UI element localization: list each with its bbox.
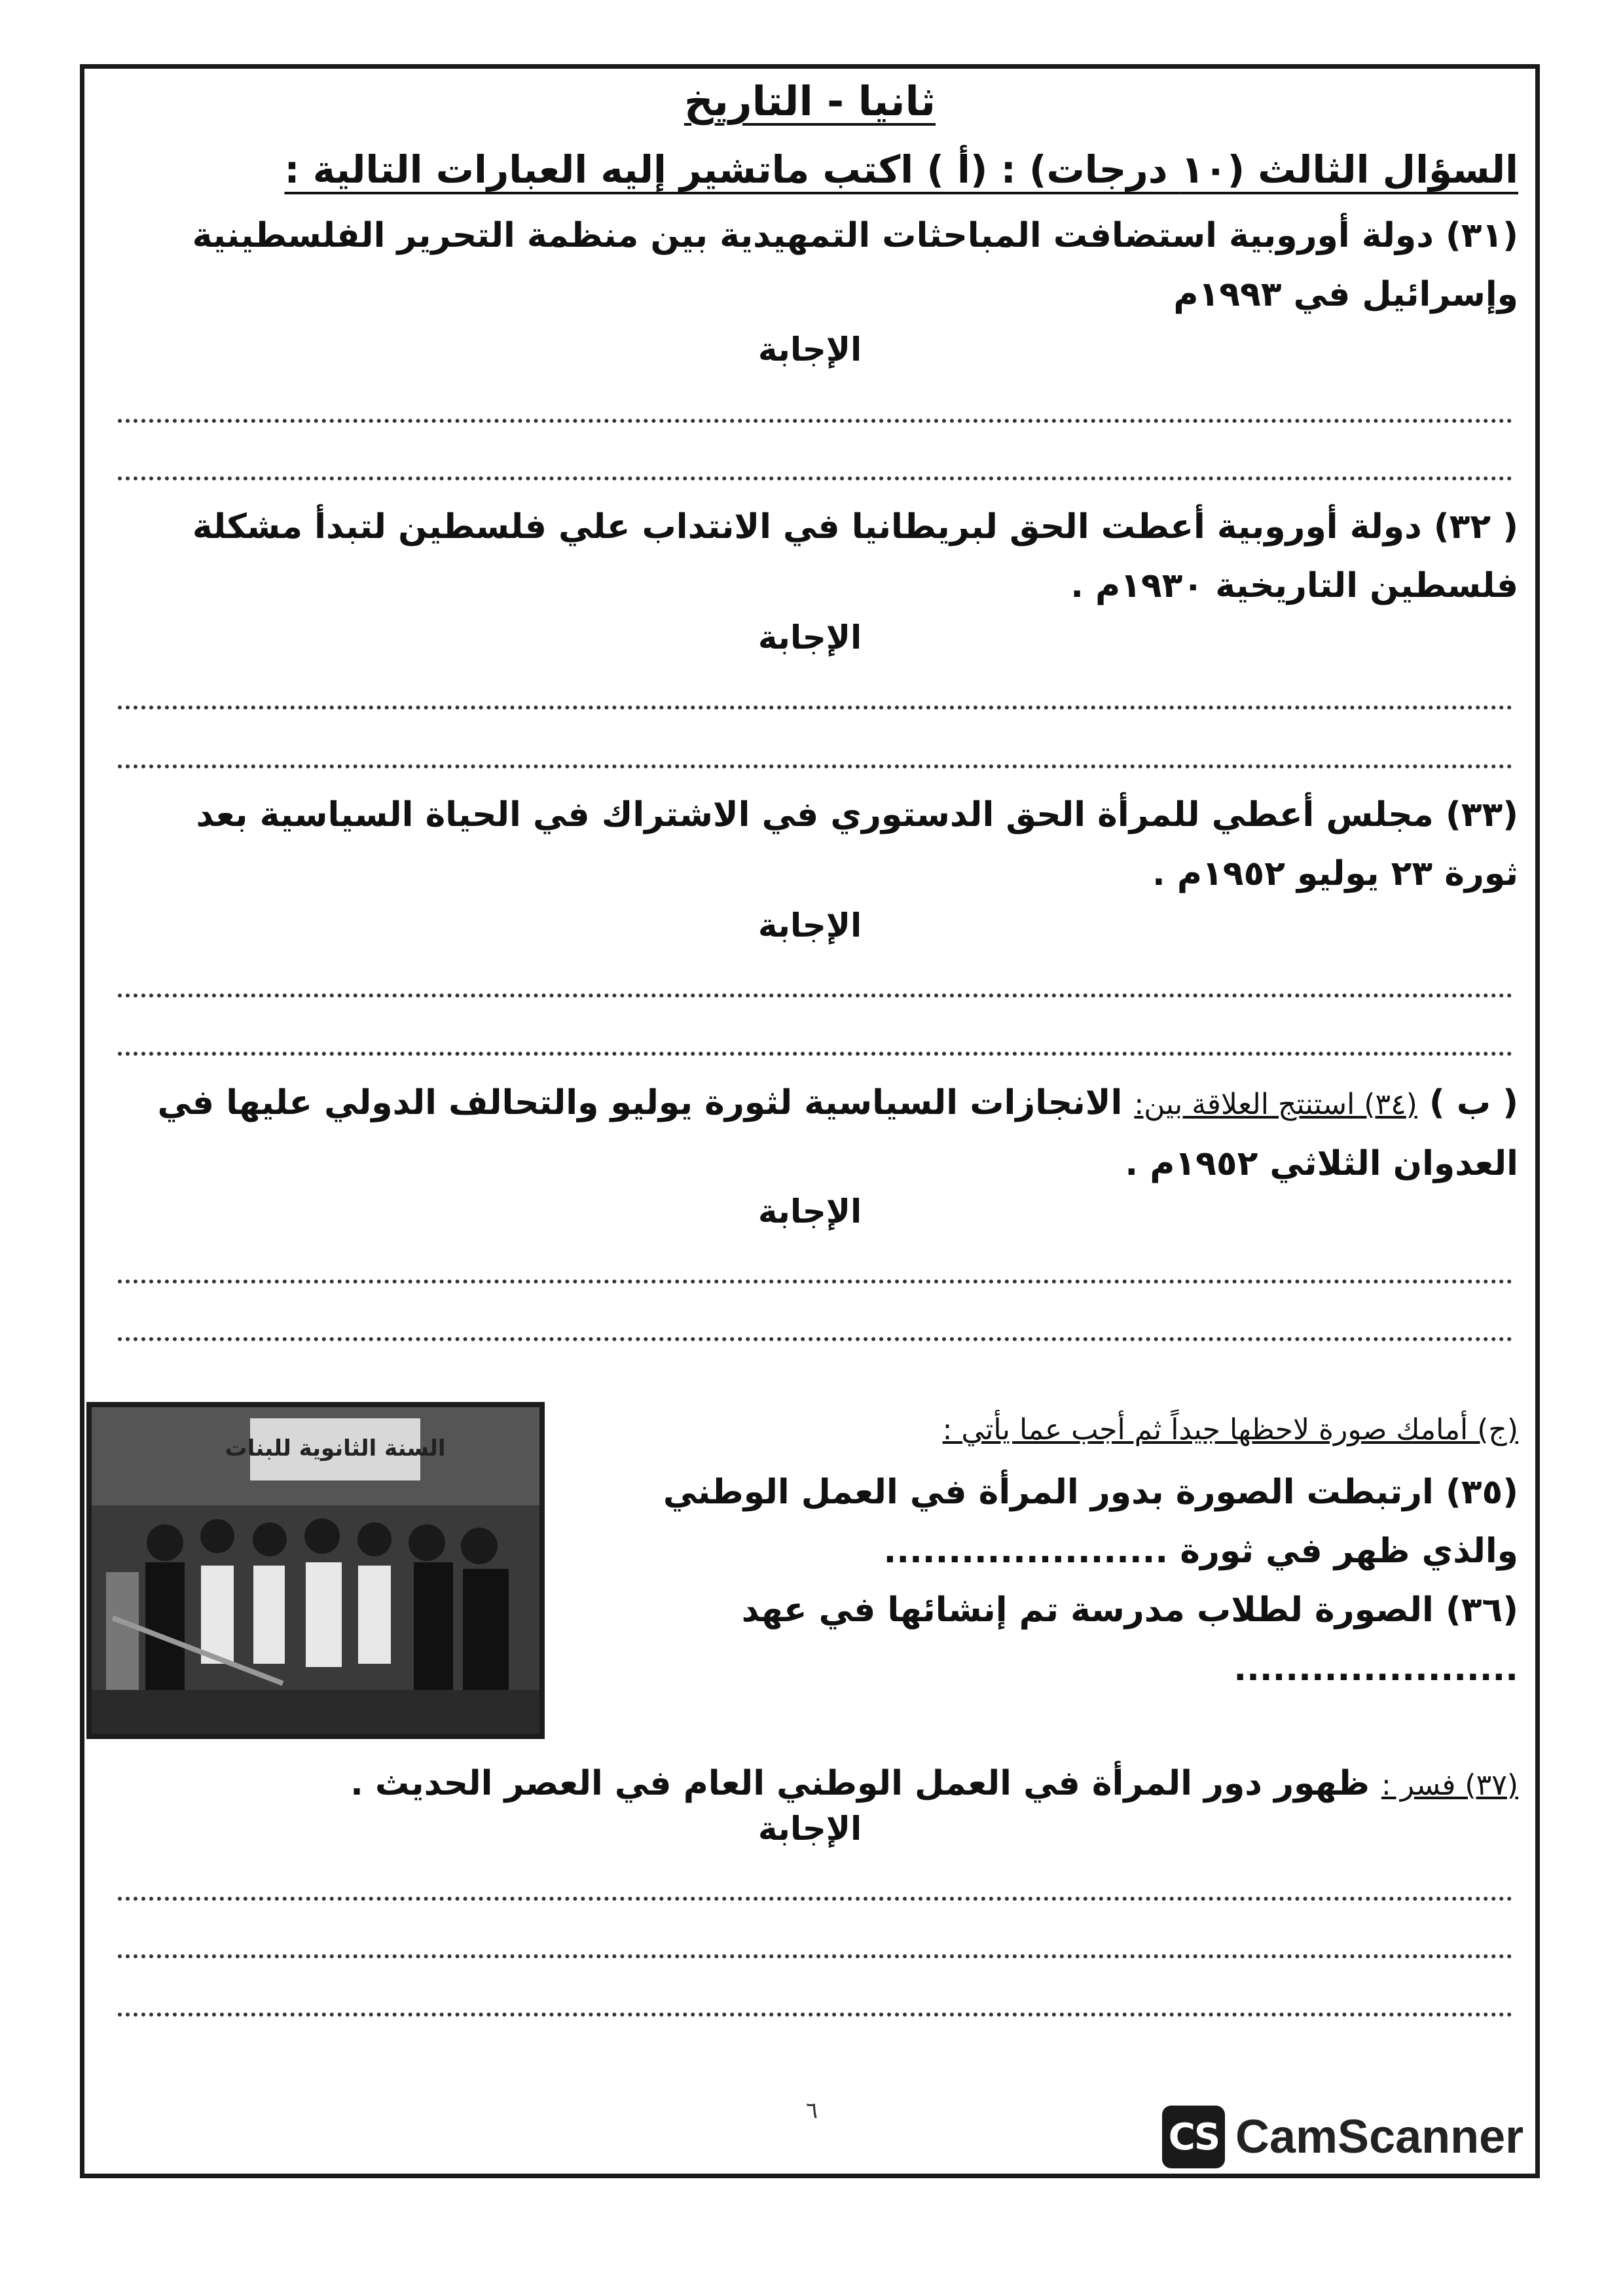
camscanner-logo-mark: CS — [1162, 2106, 1225, 2168]
answer-line[interactable] — [118, 1337, 1512, 1341]
camscanner-logo — [1162, 2101, 1523, 2173]
page-title: ثانيا - التاريخ — [684, 77, 936, 125]
answer-line[interactable] — [118, 1897, 1512, 1901]
section-c-instruction: (ج) أمامك صورة لاحظها جيداً ثم أجب عما يأتي : — [942, 1413, 1518, 1446]
question-34-instruction: (٣٤) استنتج العلاقة بين: — [1134, 1088, 1417, 1121]
question-37 — [117, 1754, 1518, 1815]
question-heading: السؤال الثالث (١٠ درجات) : (أ ) اكتب ماتشير إليه العبارات التالية : — [284, 147, 1518, 192]
page-number: ٦ — [805, 2098, 818, 2124]
answer-line[interactable] — [118, 1954, 1512, 1958]
answer-line[interactable] — [118, 764, 1512, 768]
question-35: (٣٥) ارتبطت الصورة بدور المرأة في العمل الوطني والذي ظهر في ثورة ...................... — [663, 1473, 1518, 1571]
answer-label: الإجابة — [757, 331, 862, 368]
answer-label: الإجابة — [757, 1193, 862, 1230]
question-37-text: ظهور دور المرأة في العمل الوطني العام في العصر الحديث . — [350, 1764, 1382, 1803]
question-36: (٣٦) الصورة لطلاب مدرسة تم إنشائها في عهد ...................... — [741, 1590, 1518, 1689]
question-37-instruction: (٣٧) فسر : — [1381, 1768, 1518, 1802]
answer-line[interactable] — [118, 2013, 1512, 2017]
answer-line[interactable] — [118, 419, 1512, 423]
answer-label: الإجابة — [757, 906, 862, 944]
answer-label: الإجابة — [757, 619, 862, 656]
answer-line[interactable] — [118, 706, 1512, 709]
question-35-blank[interactable]: ...................... — [883, 1532, 1169, 1571]
camscanner-logo-text: CamScanner — [1235, 2111, 1524, 2163]
answer-label: الإجابة — [757, 1810, 862, 1848]
question-31: (٣١) دولة أوروبية استضافت المباحثات التمهيدية بين منظمة التحرير الفلسطينية وإسرائيل في ١٩٩٣م — [192, 216, 1518, 314]
answer-line[interactable] — [118, 1280, 1512, 1283]
answer-line[interactable] — [118, 476, 1512, 480]
answer-line[interactable] — [118, 994, 1512, 997]
question-32: ( ٣٢) دولة أوروبية أعطت الحق لبريطانيا في الانتداب علي فلسطين لتبدأ مشكلة فلسطين التاريخية ١٩٣٠م . — [192, 507, 1518, 605]
question-34 — [117, 1073, 1518, 1193]
question-34-text: الانجازات السياسية لثورة يوليو والتحالف الدولي عليها في العدوان الثلاثي ١٩٥٢م . — [157, 1083, 1518, 1183]
historical-photo — [86, 1402, 545, 1739]
question-33: (٣٣) مجلس أعطي للمرأة الحق الدستوري في الاشتراك في الحياة السياسية بعد ثورة ٢٣ يوليو ١٩٥٢م . — [196, 795, 1518, 893]
answer-line[interactable] — [118, 1052, 1512, 1056]
question-34-prefix: ( ب ) — [1417, 1083, 1518, 1122]
banner-text: السنة الثانوية للبنات — [225, 1435, 446, 1462]
question-36-blank[interactable]: ...................... — [1233, 1649, 1518, 1689]
